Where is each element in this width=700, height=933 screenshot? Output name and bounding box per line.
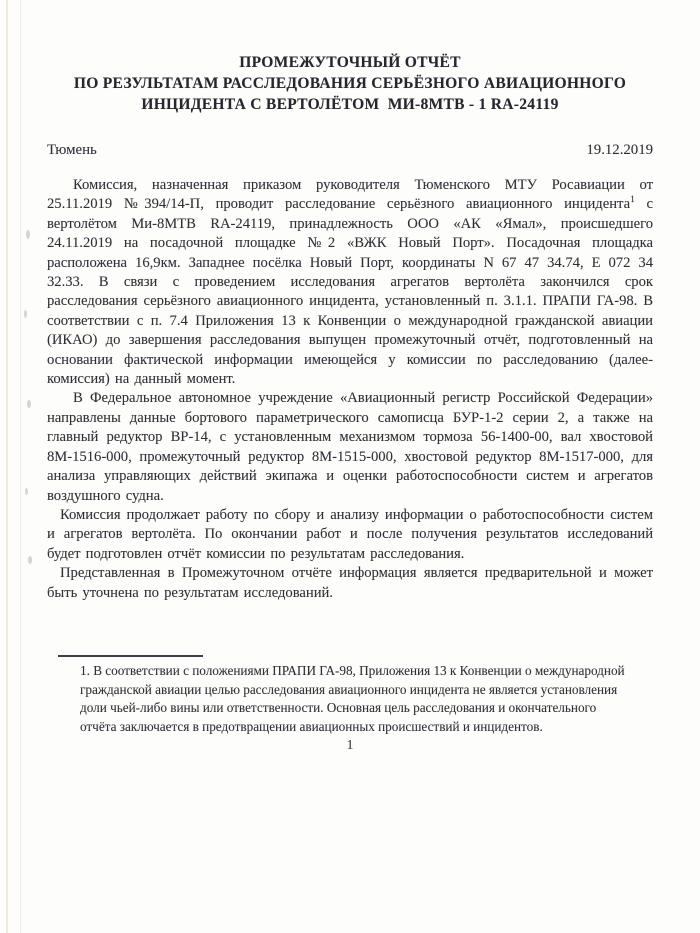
report-city: Тюмень bbox=[47, 142, 97, 158]
body-paragraph-3: Комиссия продолжает работу по сбору и анализу информации о работоспособности систем и агрегатов вертолёта. По окончании работ и после получения результатов исследований будет подготовлен отчёт комиссии по результатам расследования. bbox=[47, 506, 653, 562]
scan-crease-line bbox=[20, 0, 21, 933]
title-line-1: ПРОМЕЖУТОЧНЫЙ ОТЧЁТ bbox=[239, 54, 461, 71]
scan-smudge bbox=[24, 310, 27, 318]
document-content bbox=[47, 52, 653, 603]
footnote-separator-line bbox=[58, 655, 203, 657]
city-date-row bbox=[47, 141, 653, 160]
document-footer bbox=[47, 655, 653, 754]
body-paragraph-2: В Федеральное автономное учреждение «Авиационный регистр Российской Федерации» направлены данные бортового параметрического самописца БУР-1-2 серии 2, а также на главный редуктор ВР-14, с установленным механизмом тормоза 56-1400-00, вал хвостовой 8М-1516-000, промежуточный редуктор 8М-1515-000, хвостовой редуктор 8М-1517-000, для анализа управляющих действий экипажа и оценки работоспособности систем и агрегатов воздушного судна. bbox=[47, 390, 653, 504]
footnote-reference-mark: 1 bbox=[630, 195, 635, 206]
paragraph-1-text: Комиссия, назначенная приказом руководителя Тюменского МТУ Росавиации от 25.11.2019 №394/14-П, проводит расследование серьёзного авиационного инцидента bbox=[47, 177, 653, 213]
scan-smudge bbox=[25, 488, 28, 495]
body-paragraph-1 bbox=[47, 176, 653, 389]
scan-smudge bbox=[26, 230, 30, 239]
scan-crease-line bbox=[6, 0, 8, 933]
footnote-text: 1. В соответствии с положениями ПРАПИ ГА-98, Приложения 13 к Конвенции о международной гражданской авиации целью расследования авиационного инцидента не является установления доли чьей-либо вины или ответственности. Основная цель расследования и окончательного отчёта заключается в предотвращении авиационных происшествий и инцидентов. bbox=[80, 663, 625, 734]
scan-smudge bbox=[27, 400, 31, 408]
report-date: 19.12.2019 bbox=[586, 142, 653, 158]
paragraph-1-text-continued: с вертолётом Ми-8МТВ RA-24119, принадлежность ООО «АК «Ямал», происшедшего 24.11.2019 на посадочной площадке №2 «ВЖК Новый Порт». Посадочная площадка расположена 16,9км. Западнее посёлка Новый Порт, координаты N 67 47 34.74, Е 072 34 32.33. В связи с проведением исследования агрегатов вертолёта закончился срок расследования серьёзного авиационного инцидента, установленный п. 3.1.1. ПРАПИ ГА-98. В соответствии с п. 7.4 Приложения 13 к Конвенции о международной гражданской авиации (ИКАО) до завершения расследования выпущен промежуточный отчёт, подготовленный на основании фактической информации имеющейся у комиссии по расследованию (далее-комиссия) на данный момент. bbox=[47, 196, 653, 388]
body-paragraph-4: Представленная в Промежуточном отчёте информация является предварительной и может быть уточнена по результатам исследований. bbox=[47, 565, 653, 601]
page-number: 1 bbox=[346, 738, 354, 753]
title-line-2: ПО РЕЗУЛЬТАТАМ РАССЛЕДОВАНИЯ СЕРЬЁЗНОГО АВИАЦИОННОГО bbox=[73, 75, 627, 92]
document-title bbox=[47, 52, 653, 115]
report-body bbox=[47, 176, 653, 603]
scan-smudge bbox=[28, 556, 32, 564]
title-line-3: ИНЦИДЕНТА С ВЕРТОЛЁТОМ МИ-8МТВ - 1 RA-24119 bbox=[141, 96, 559, 113]
